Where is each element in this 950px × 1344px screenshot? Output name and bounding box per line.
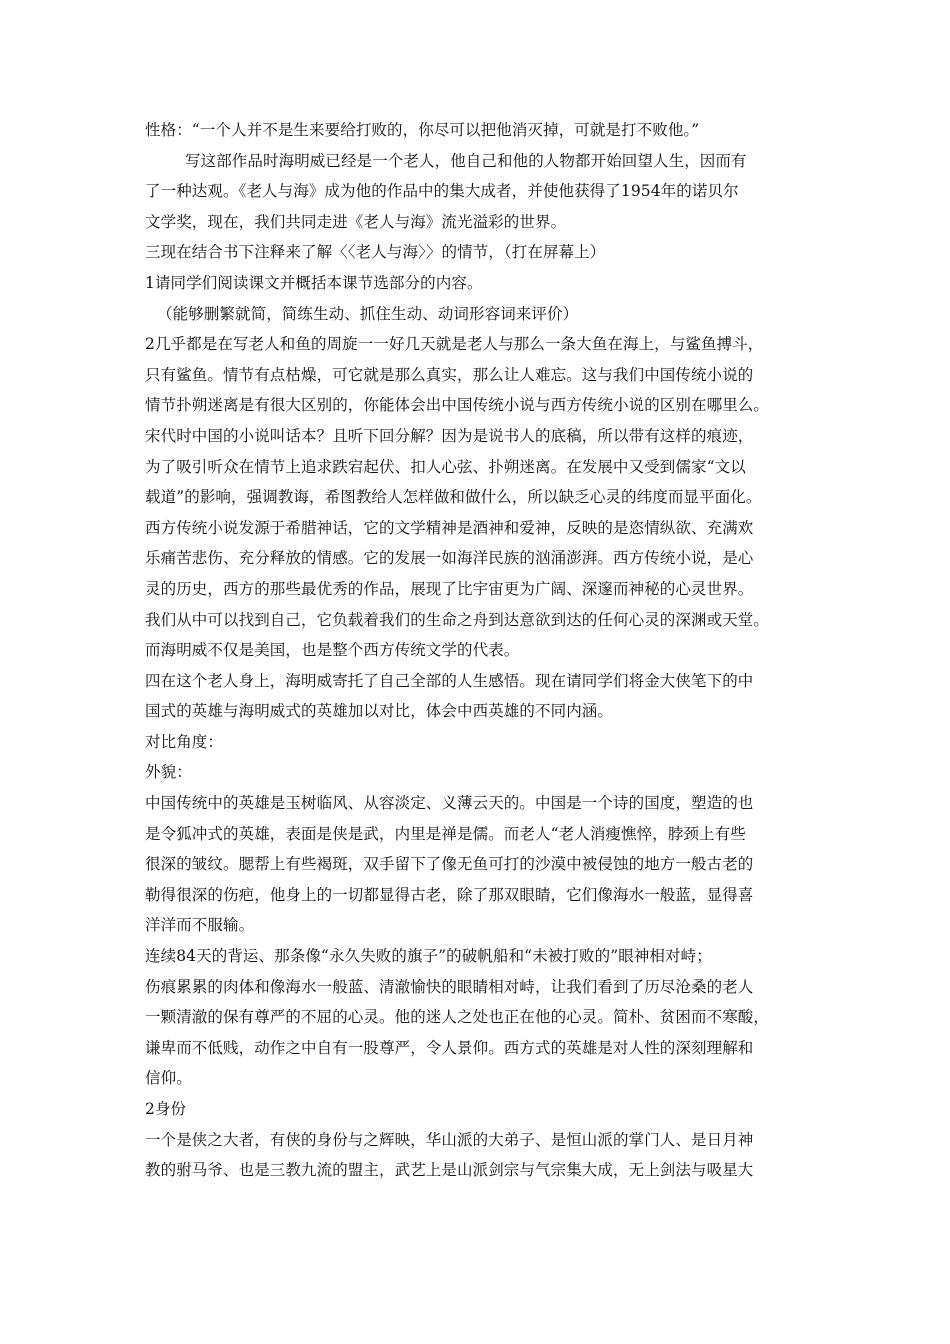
text-line: 性格：“一个人并不是生来要给打败的，你尽可以把他消灭掉，可就是打不败他。” [145,121,700,139]
text-line: 三现在结合书下注释来了解〈〈老人与海〉〉的情节，（打在屏幕上） [145,243,606,262]
text-line: 是令狐冲式的英雄，表面是侠是武，内里是禅是儒。而老人“老人消瘦憔悴，脖颈上有些 [145,824,746,843]
text-line: 中国传统中的英雄是玉树临风、从容淡定、义薄云天的。中国是一个诗的国度，塑造的也 [145,794,754,813]
text-line: 宋代时中国的小说叫话本？且听下回分解？因为是说书人的底稿，所以带有这样的痕迹， [145,426,754,445]
text-line: 2几乎都是在写老人和鱼的周旋一一好几天就是老人与那么一条大鱼在海上，与鲨鱼搏斗， [145,335,764,354]
text-line: 对比角度： [145,732,224,751]
text-line: 载道”的影响，强调教诲，希图教给人怎样做和做什么，所以缺乏心灵的纬度而显平面化。 [145,488,762,507]
text-line: 洋洋而不服输。 [145,916,255,935]
text-line: 写这部作品时海明威已经是一个老人，他自己和他的人物都开始回望人生，因而有 [185,151,747,170]
text-line: 国式的英雄与海明威式的英雄加以对比，体会中西英雄的不同内涵。 [145,702,614,721]
text-line: 2身份 [145,1100,187,1118]
text-line: 西方传统小说发源于希腊神话，它的文学精神是酒神和爱神，反映的是恣情纵欲、充满欢 [145,518,754,537]
text-line: 一个是侠之大者，有侠的身份与之辉映，华山派的大弟子、是恒山派的掌门人、是日月神 [145,1130,754,1149]
text-line: 信仰。 [145,1069,192,1088]
text-line: 教的驸马爷、也是三教九流的盟主，武艺上是山派剑宗与气宗集大成，无上剑法与吸星大 [145,1161,754,1180]
text-line: 一颗清澈的保有尊严的不屈的心灵。他的迷人之处也正在他的心灵。简朴、贫困而不寒酸， [145,1008,770,1027]
text-line: 1请同学们阅读课文并概括本课节选部分的内容。 [145,273,483,292]
text-line: 连续84天的背运、那条像“永久失败的旗子”的破帆船和“未被打败的”眼神相对峙； [145,947,712,966]
text-line: 只有鲨鱼。情节有点枯燥，可它就是那么真实，那么让人难忘。这与我们中国传统小说的 [145,365,754,384]
text-line: 文学奖，现在，我们共同走进《老人与海》流光溢彩的世界。 [145,212,567,231]
text-line: （能够删繁就简，简练生动、抓住生动、动词形容词来评价） [157,304,579,323]
text-line: 四在这个老人身上，海明威寄托了自己全部的人生感悟。现在请同学们将金大侠笔下的中 [145,671,754,690]
text-line: 情节扑朔迷离是有很大区别的，你能体会出中国传统小说与西方传统小说的区别在哪里么。 [145,396,770,415]
text-line: 勒得很深的伤疤，他身上的一切都显得古老，除了那双眼睛，它们像海水一般蓝，显得喜 [145,885,754,904]
text-line: 谦卑而不低贱，动作之中自有一股尊严，令人景仰。西方式的英雄是对人性的深刻理解和 [145,1038,754,1057]
text-line: 很深的皱纹。腮帮上有些褐斑，双手留下了像无鱼可打的沙漠中被侵蚀的地方一般古老的 [145,855,754,874]
text-line: 了一种达观。《老人与海》成为他的作品中的集大成者，并使他获得了1954年的诺贝尔 [145,182,739,201]
text-line: 为了吸引听众在情节上追求跌宕起伏、扣人心弦、扑朔迷离。在发展中又受到儒家“文以 [145,457,746,476]
text-line: 乐痛苦悲伤、充分释放的情感。它的发展一如海洋民族的汹涌澎湃。西方传统小说，是心 [145,549,754,568]
text-line: 外貌： [145,763,192,782]
text-line: 伤痕累累的肉体和像海水一般蓝、清澈愉快的眼睛相对峙，让我们看到了历尽沧桑的老人 [145,977,754,996]
text-line: 我们从中可以找到自己，它负载着我们的生命之舟到达意欲到达的任何心灵的深渊或天堂。 [145,610,770,629]
text-line: 而海明威不仅是美国，也是整个西方传统文学的代表。 [145,641,520,660]
text-line: 灵的历史，西方的那些最优秀的作品，展现了比宇宙更为广阔、深邃而神秘的心灵世界。 [145,579,754,598]
document-body [145,115,815,1186]
